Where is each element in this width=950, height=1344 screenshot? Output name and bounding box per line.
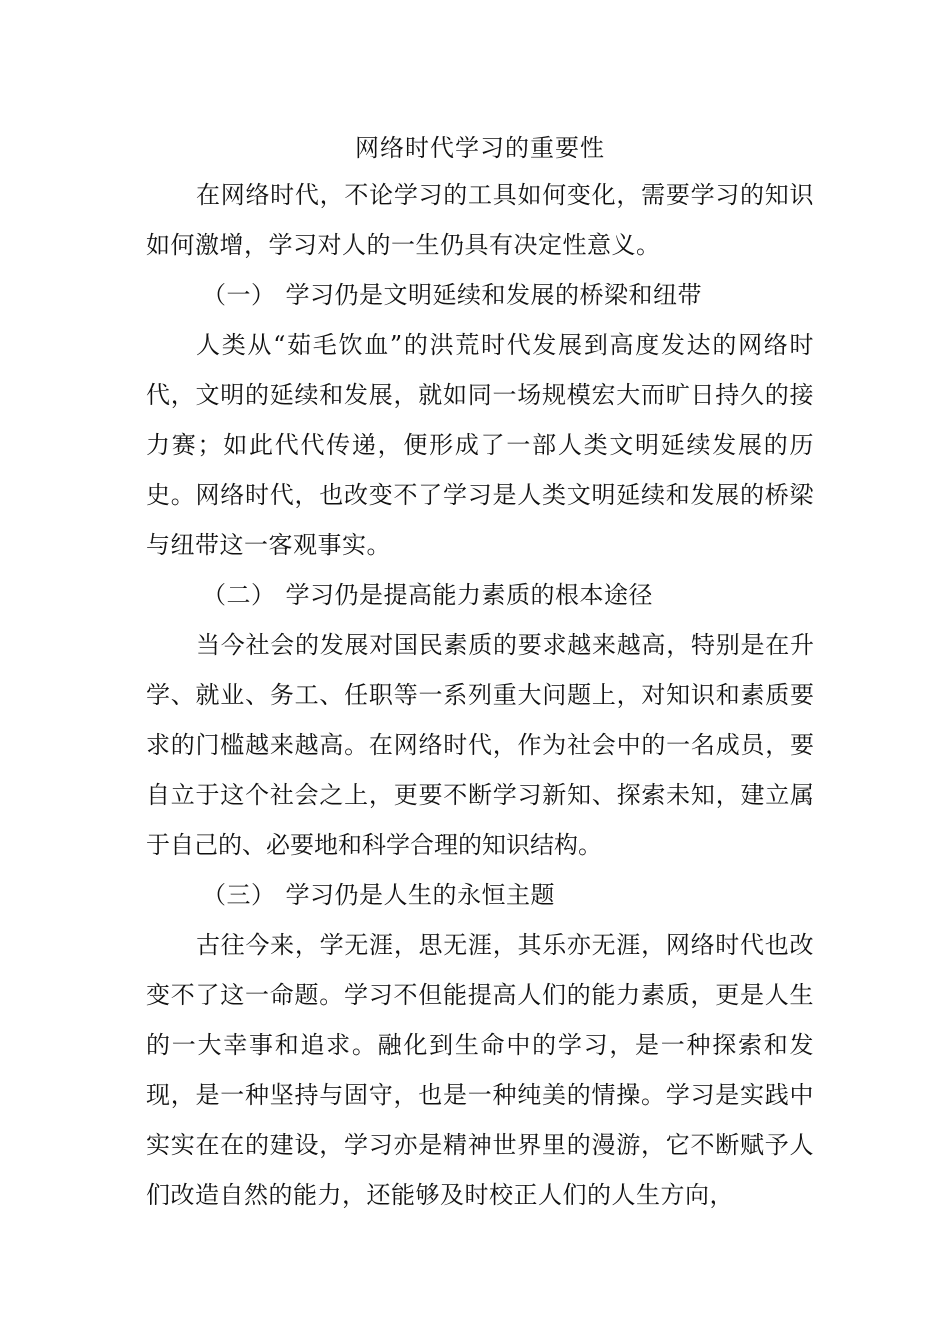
- section-body-2: 当今社会的发展对国民素质的要求越来越高，特别是在升学、就业、务工、任职等一系列重大问题上，对知识和素质要求的门槛越来越高。在网络时代，作为社会中的一名成员，要自立于这个社会之上，更要不断学习新知、探索未知，建立属于自己的、必要地和科学合理的知识结构。: [146, 631, 814, 859]
- document-content: [146, 128, 814, 1220]
- section-body-3: 古往今来，学无涯，思无涯，其乐亦无涯，网络时代也改变不了这一命题。学习不但能提高人们的能力素质，更是人生的一大幸事和追求。融化到生命中的学习，是一种探索和发现，是一种坚持与固守，也是一种纯美的情操。学习是实践中实实在在的建设，学习亦是精神世界里的漫游，它不断赋予人们改造自然的能力，还能够及时校正人们的人生方向，: [146, 931, 814, 1209]
- section-heading-text-2: 学习仍是提高能力素质的根本途径: [285, 581, 653, 609]
- intro-paragraph: 在网络时代，不论学习的工具如何变化，需要学习的知识如何激增，学习对人的一生仍具有决定性意义。: [146, 181, 814, 259]
- section-heading-text-1: 学习仍是文明延续和发展的桥梁和纽带: [285, 281, 702, 309]
- document-title: 网络时代学习的重要性: [355, 134, 605, 162]
- section-heading-3: [146, 870, 814, 920]
- section-heading-text-3: 学习仍是人生的永恒主题: [285, 881, 555, 909]
- section-body-1: 人类从“茹毛饮血”的洪荒时代发展到高度发达的网络时代，文明的延续和发展，就如同一场规模宏大而旷日持久的接力赛；如此代代传递，便形成了一部人类文明延续发展的历史。网络时代，也改变不了学习是人类文明延续和发展的桥梁与纽带这一客观事实。: [146, 331, 814, 559]
- section-heading-2: [146, 570, 814, 620]
- section-heading-1: [146, 270, 814, 320]
- section-number-1: （一）: [202, 281, 276, 309]
- section-number-3: （三）: [202, 881, 276, 909]
- section-number-2: （二）: [202, 581, 276, 609]
